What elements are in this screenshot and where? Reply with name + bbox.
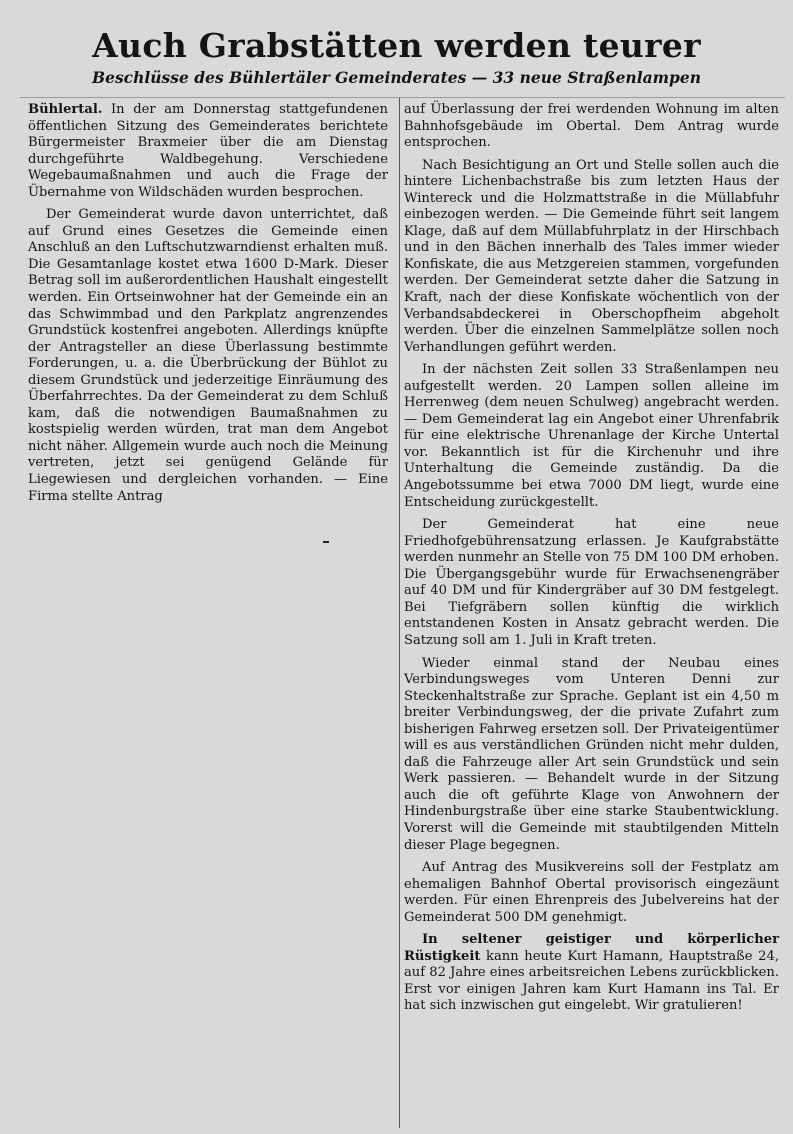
paragraph: auf Überlassung der frei werdenden Wohnung im alten Bahnhofsgebäude im Obertal. Dem Antrag wurde entsprochen. <box>404 102 779 151</box>
paragraph-text: kann heute Kurt Hamann, Hauptstraße 24, auf 82 Jahre eines arbeitsreichen Lebens zurückblicken. Erst vor einigen Jahren kam Kurt Hamann ins Tal. Er hat sich inzwischen gut eingelebt. Wir gratulieren! <box>404 948 779 1014</box>
paragraph <box>404 932 779 1015</box>
paragraph: Auf Antrag des Musikvereins soll der Festplatz am ehemaligen Bahnhof Obertal provisorisch eingezäunt werden. Für einen Ehrenpreis des Jubelvereins hat der Gemeinderat 500 DM genehmigt. <box>404 860 779 925</box>
left-column <box>28 102 388 511</box>
header-divider <box>20 97 785 98</box>
paragraph: Nach Besichtigung an Ort und Stelle sollen auch die hintere Lichenbachstraße bis zum letzten Haus der Wintereck und die Holzmattstraße in die Müllabfuhr einbezogen werden. — Die Gemeinde führt seit langem Klage, daß auf dem Müllabfuhrplatz in der Hirschbach und in den Bächen innerhalb des Tales immer wieder Konfiskate, die aus Metzgereien stammen, vorgefunden werden. Der Gemeinderat setzte daher die Satzung in Kraft, nach der diese Konfiskate wöchentlich von der Verbandsabdeckerei in Oberschopfheim abgeholt werden. Über die einzelnen Sammelplätze sollen noch Verhandlungen geführt werden. <box>404 157 779 355</box>
paragraph: In der nächsten Zeit sollen 33 Straßenlampen neu aufgestellt werden. 20 Lampen sollen alleine im Herrenweg (dem neuen Schulweg) angebracht werden. — Dem Gemeinderat lag ein Angebot einer Uhrenfabrik für eine elektrische Uhrenanlage der Kirche Untertal vor. Bekanntlich ist für die Kirchenuhr und ihre Unterhaltung die Gemeinde zuständig. Da die Angebotssumme bei etwa 7000 DM liegt, wurde eine Entscheidung zurückgestellt. <box>404 362 779 510</box>
article-headline: Auch Grabstätten werden teurer <box>92 26 701 65</box>
paragraph: Der Gemeinderat hat eine neue Friedhofgebührensatzung erlassen. Je Kaufgrabstätte werden nunmehr an Stelle von 75 DM 100 DM erhoben. Die Übergangsgebühr wurde für Erwachsenengräber auf 40 DM und für Kindergräber auf 30 DM festgelegt. Bei Tiefgräbern sollen künftig die wirklich entstandenen Kosten in Ansatz gebracht werden. Die Satzung soll am 1. Juli in Kraft treten. <box>404 517 779 648</box>
paragraph: Wieder einmal stand der Neubau eines Verbindungsweges vom Unteren Denni zur Steckenhaltstraße zur Sprache. Geplant ist ein 4,50 m breiter Verbindungsweg, der die private Zufahrt zum bisherigen Fahrweg ersetzen soll. Der Privateigentümer will es aus verständlichen Gründen nicht mehr dulden, daß die Fahrzeuge aller Art sein Grundstück und sein Werk passieren. — Behandelt wurde in der Sitzung auch die oft geführte Klage von Anwohnern der Hindenburgstraße über eine starke Staubentwicklung. Vorerst will die Gemeinde mit staubtilgenden Mitteln dieser Plage begegnen. <box>404 655 779 853</box>
column-divider <box>399 98 400 1128</box>
right-column <box>404 102 779 1021</box>
paragraph <box>28 102 388 201</box>
article-subheadline: Beschlüsse des Bühlertäler Gemeinderates — 33 neue Straßenlampen <box>91 68 702 87</box>
paragraph: Der Gemeinderat wurde davon unterrichtet, daß auf Grund eines Gesetzes die Gemeinde einen Anschluß an den Luftschutzwarndienst erhalten muß. Die Gesamtanlage kostet etwa 1600 D-Mark. Dieser Betrag soll im außerordentlichen Haushalt eingestellt werden. Ein Ortseinwohner hat der Gemeinde ein an das Schwimmbad und den Parkplatz angrenzendes Grundstück kostenfrei angeboten. Allerdings knüpfte der Antragsteller an diese Überlassung bestimmte Forderungen, u. a. die Überbrückung der Bühlot zu diesem Grundstück und jederzeitige Einräumung des Überfahrrechtes. Da der Gemeinderat zu dem Schluß kam, daß die notwendigen Baumaßnahmen zu kostspielig werden würden, trat man dem Angebot nicht näher. Allgemein wurde auch noch die Meinung vertreten, jetzt sei genügend Gelände für Liegewiesen und dergleichen vorhanden. — Eine Firma stellte Antrag <box>28 207 388 504</box>
highlight-text: In seltener geistiger und körperlicher Rüstigkeit <box>404 932 779 964</box>
paragraph-text: In der am Donnerstag stattgefundenen öffentlichen Sitzung des Gemeinderates berichtete Bürgermeister Braxmeier über die am Dienstag durchgeführte Waldbegehung. Verschiedene Wegebaumaßnahmen und auch die Frage der Übernahme von Wildschäden wurden besprochen. <box>28 102 388 200</box>
dateline-place: Bühlertal. <box>28 102 103 117</box>
column-end-mark <box>323 541 329 543</box>
